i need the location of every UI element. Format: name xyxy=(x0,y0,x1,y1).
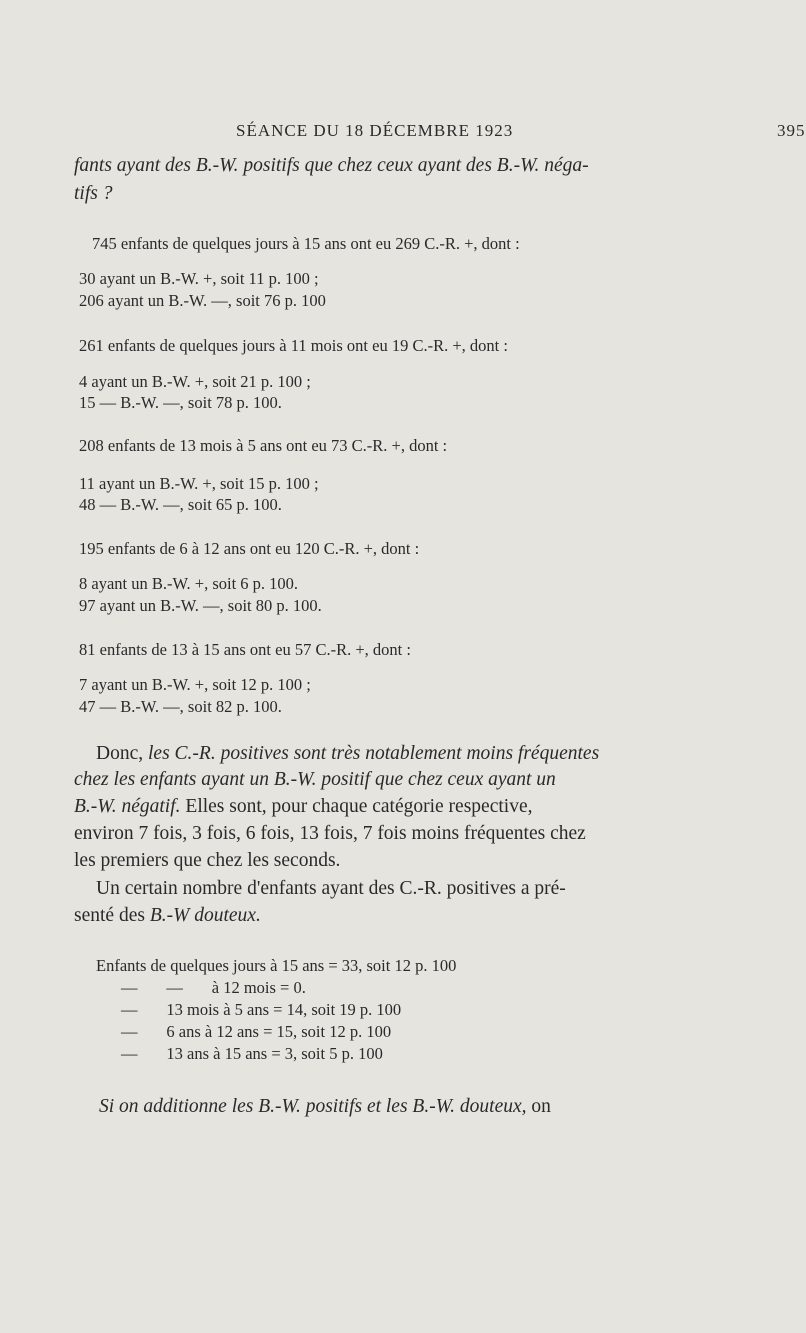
group-3-heading: 208 enfants de 13 mois à 5 ans ont eu 73 C.-R. +, dont : xyxy=(79,436,448,455)
group-1-line-1: 30 ayant un B.-W. +, soit 11 p. 100 ; xyxy=(79,269,319,288)
group-1-line-2: 206 ayant un B.-W. —, soit 76 p. 100 xyxy=(79,291,326,310)
group-3-line-2: 48 — B.-W. —, soit 65 p. 100. xyxy=(79,495,282,514)
paragraph-2-text: senté des xyxy=(74,905,150,926)
group-2-line-1: 4 ayant un B.-W. +, soit 21 p. 100 ; xyxy=(79,372,311,391)
paragraph-1-line-2: chez les enfants ayant un B.-W. positif que chez ceux ayant un xyxy=(74,769,556,790)
running-title: SÉANCE DU 18 DÉCEMBRE 1923 xyxy=(236,121,514,140)
doubtful-line-4: — 6 ans à 12 ans = 15, soit 12 p. 100 xyxy=(121,1022,392,1041)
group-1-heading: 745 enfants de quelques jours à 15 ans ont eu 269 C.-R. +, dont : xyxy=(92,234,520,253)
doubtful-line-3: — 13 mois à 5 ans = 14, soit 19 p. 100 xyxy=(121,1000,402,1019)
group-5-heading: 81 enfants de 13 à 15 ans ont eu 57 C.-R. +, dont : xyxy=(79,640,411,659)
group-4-heading: 195 enfants de 6 à 12 ans ont eu 120 C.-R. +, dont : xyxy=(79,539,420,558)
paragraph-1-line-3 xyxy=(74,796,532,818)
intro-line-1: fants ayant des B.-W. positifs que chez ceux ayant des B.-W. néga- xyxy=(74,155,589,176)
paragraph-1-line-5: les premiers que chez les seconds. xyxy=(74,850,341,871)
group-5-line-2: 47 — B.-W. —, soit 82 p. 100. xyxy=(79,697,282,716)
paragraph-2-line-2 xyxy=(74,905,261,927)
group-5-line-1: 7 ayant un B.-W. +, soit 12 p. 100 ; xyxy=(79,675,311,694)
doubtful-line-1: Enfants de quelques jours à 15 ans = 33, soit 12 p. 100 xyxy=(96,956,457,975)
final-line-rest: on xyxy=(526,1096,551,1117)
final-line xyxy=(99,1096,551,1118)
doubtful-line-5: — 13 ans à 15 ans = 3, soit 5 p. 100 xyxy=(121,1044,383,1063)
page-number: 395 xyxy=(777,121,806,140)
paragraph-1-line-1 xyxy=(96,743,599,765)
paragraph-1-italic-1: les C.-R. positives sont très notablement moins fréquentes xyxy=(148,743,600,764)
paragraph-1-line-4: environ 7 fois, 3 fois, 6 fois, 13 fois, 7 fois moins fréquentes chez xyxy=(74,823,586,844)
group-2-line-2: 15 — B.-W. —, soit 78 p. 100. xyxy=(79,393,282,412)
group-3-line-1: 11 ayant un B.-W. +, soit 15 p. 100 ; xyxy=(79,474,319,493)
paragraph-1-italic-3: B.-W. négatif. xyxy=(74,796,181,817)
running-header xyxy=(236,121,806,141)
group-2-heading: 261 enfants de quelques jours à 11 mois ont eu 19 C.-R. +, dont : xyxy=(79,336,508,355)
paragraph-1-rest-3: Elles sont, pour chaque catégorie respective, xyxy=(180,796,533,817)
group-4-line-1: 8 ayant un B.-W. +, soit 6 p. 100. xyxy=(79,574,299,593)
paragraph-2-italic: B.-W douteux. xyxy=(149,905,261,926)
doubtful-line-2: — — à 12 mois = 0. xyxy=(121,978,306,997)
final-line-italic: Si on additionne les B.-W. positifs et les B.-W. douteux, xyxy=(99,1096,527,1117)
group-4-line-2: 97 ayant un B.-W. —, soit 80 p. 100. xyxy=(79,596,322,615)
paragraph-1-lead: Donc, xyxy=(96,743,148,764)
paragraph-2-line-1: Un certain nombre d'enfants ayant des C.-R. positives a pré- xyxy=(96,878,566,899)
intro-line-2: tifs ? xyxy=(74,183,113,204)
